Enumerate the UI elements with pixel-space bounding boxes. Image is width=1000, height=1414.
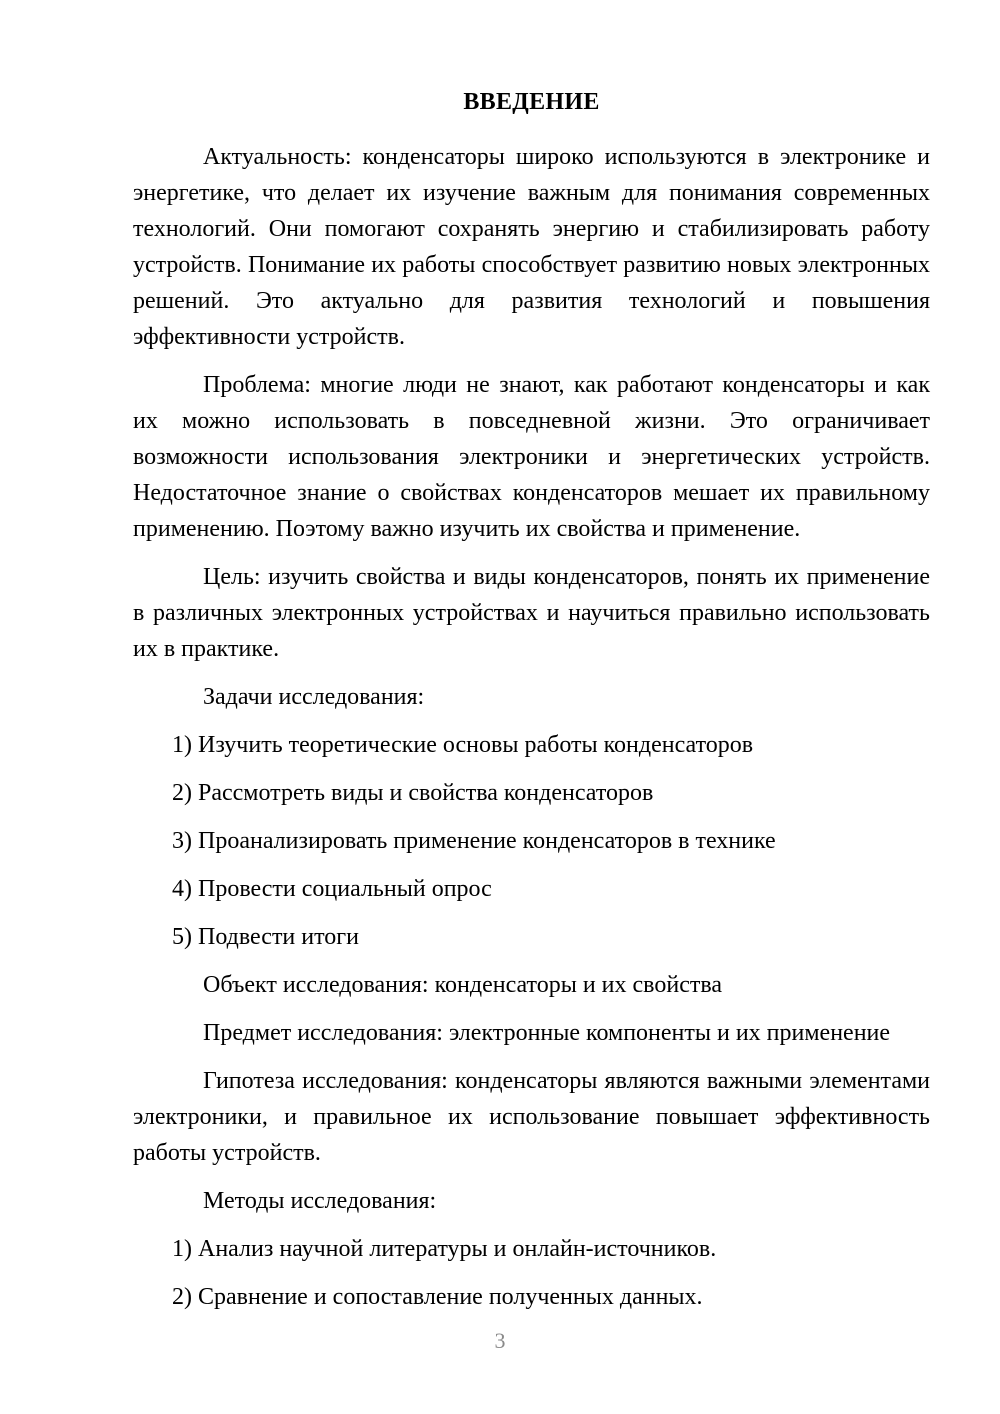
paragraph-goal: Цель: изучить свойства и виды конденсаторов, понять их применение в различных электронных устройствах и научиться правильно использовать их в практике. xyxy=(133,563,930,662)
methods-list xyxy=(133,1231,930,1315)
tasks-heading: Задачи исследования: xyxy=(203,683,425,710)
page-content xyxy=(133,88,930,1327)
methods-heading: Методы исследования: xyxy=(203,1187,437,1214)
paragraph-hypothesis: Гипотеза исследования: конденсаторы являются важными элементами электроники, и правильное их использование повышает эффективность работы устройств. xyxy=(133,1067,930,1166)
research-subject: Предмет исследования: электронные компоненты и их применение xyxy=(203,1019,891,1046)
research-object: Объект исследования: конденсаторы и их свойства xyxy=(203,971,722,998)
page-number: 3 xyxy=(494,1328,506,1353)
list-item: 2) Рассмотреть виды и свойства конденсаторов xyxy=(172,779,654,806)
page-title: ВВЕДЕНИЕ xyxy=(463,89,600,115)
paragraph-relevance: Актуальность: конденсаторы широко используются в электронике и энергетике, что делает их изучение важным для понимания современных технологий. Они помогают сохранять энергию и стабилизировать работу устройств. Понимание их работы способствует развитию новых электронных решений. Это актуально для развития технологий и повышения эффективности устройств. xyxy=(133,143,930,350)
list-item: 4) Провести социальный опрос xyxy=(172,875,492,902)
list-item: 5) Подвести итоги xyxy=(172,923,359,950)
list-item: 1) Изучить теоретические основы работы конденсаторов xyxy=(172,731,754,758)
paragraph-problem: Проблема: многие люди не знают, как работают конденсаторы и как их можно использовать в повседневной жизни. Это ограничивает возможности использования электроники и энергетических устройств. Недостаточное знание о свойствах конденсаторов мешает их правильному применению. Поэтому важно изучить их свойства и применение. xyxy=(133,371,930,542)
list-item: 3) Проанализировать применение конденсаторов в технике xyxy=(172,827,776,854)
list-item: 1) Анализ научной литературы и онлайн-источников. xyxy=(172,1235,717,1262)
list-item: 2) Сравнение и сопоставление полученных данных. xyxy=(172,1283,703,1310)
tasks-list xyxy=(133,727,930,955)
